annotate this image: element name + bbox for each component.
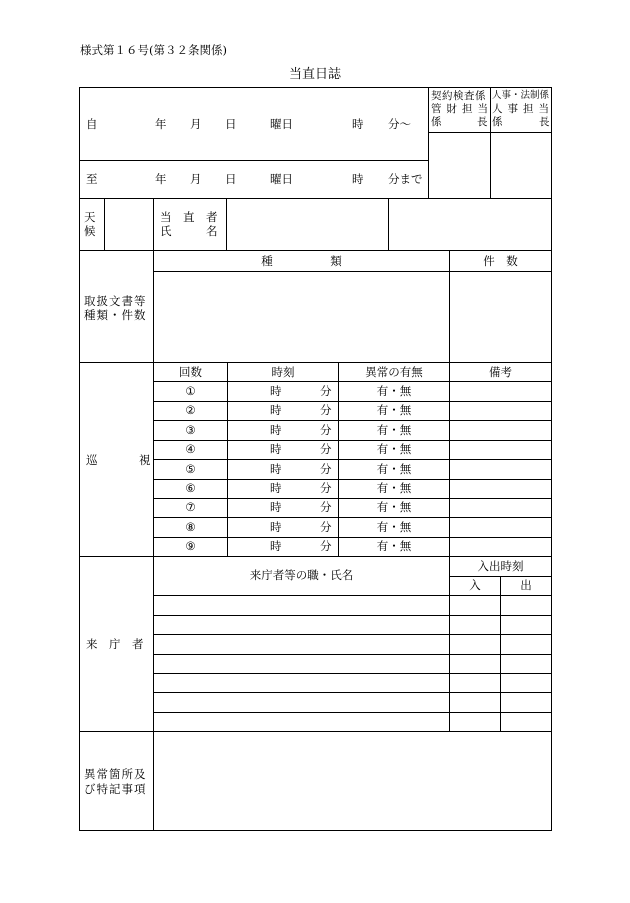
patrol-round: ① bbox=[185, 384, 196, 398]
duty-person-label-line2: 氏 名 bbox=[160, 224, 218, 238]
patrol-col-time: 時刻 bbox=[271, 365, 295, 379]
to-weekday-unit: 曜日 bbox=[270, 172, 293, 186]
to-minute-unit: 分まで bbox=[388, 172, 423, 186]
patrol-status: 有・無 bbox=[376, 481, 412, 495]
patrol-status: 有・無 bbox=[376, 423, 412, 437]
patrol-hour-unit: 時 bbox=[270, 403, 282, 417]
visitors-col-time: 入出時刻 bbox=[477, 559, 524, 573]
patrol-hour-unit: 時 bbox=[270, 442, 282, 456]
form-number: 様式第１６号(第３２条関係) bbox=[80, 43, 227, 57]
visitors-col-name: 来庁者等の職・氏名 bbox=[249, 568, 354, 582]
patrol-hour-unit: 時 bbox=[270, 500, 282, 514]
patrol-status: 有・無 bbox=[376, 539, 412, 553]
patrol-status: 有・無 bbox=[376, 384, 412, 398]
patrol-minute-unit: 分 bbox=[320, 423, 332, 437]
patrol-minute-unit: 分 bbox=[320, 403, 332, 417]
stamp-contract-line3b: 長 bbox=[477, 116, 488, 128]
patrol-minute-unit: 分 bbox=[320, 539, 332, 553]
stamp-personnel-line3b: 長 bbox=[539, 116, 550, 128]
patrol-status: 有・無 bbox=[376, 520, 412, 534]
documents-label-line2: 種類・件数 bbox=[84, 308, 147, 322]
patrol-col-round: 回数 bbox=[179, 365, 202, 379]
patrol-col-remarks: 備考 bbox=[489, 365, 512, 379]
patrol-hour-unit: 時 bbox=[270, 384, 282, 398]
patrol-label-a: 巡 bbox=[86, 453, 98, 467]
visitors-col-in: 入 bbox=[469, 578, 481, 592]
patrol-status: 有・無 bbox=[376, 500, 412, 514]
from-label: 自 bbox=[86, 117, 98, 131]
patrol-minute-unit: 分 bbox=[320, 481, 332, 495]
stamp-contract-line2: 管財担当 bbox=[431, 103, 493, 115]
notes-label-line1: 異常箇所及 bbox=[84, 767, 147, 781]
documents-col-count: 件 数 bbox=[483, 254, 518, 268]
stamp-personnel-line3a: 係 bbox=[492, 116, 503, 128]
from-month-unit: 月 bbox=[190, 117, 202, 131]
documents-label-line1: 取扱文書等 bbox=[84, 294, 147, 308]
stamp-personnel-line1: 人事・法制係 bbox=[492, 90, 550, 101]
to-month-unit: 月 bbox=[190, 172, 202, 186]
from-year-unit: 年 bbox=[155, 117, 167, 131]
patrol-minute-unit: 分 bbox=[320, 520, 332, 534]
to-label: 至 bbox=[86, 172, 98, 186]
to-day-unit: 日 bbox=[225, 172, 237, 186]
stamp-personnel-line2: 人事担当 bbox=[492, 103, 554, 115]
patrol-round: ③ bbox=[185, 423, 196, 437]
patrol-round: ⑤ bbox=[185, 462, 196, 476]
patrol-round: ⑨ bbox=[185, 539, 196, 553]
to-hour-unit: 時 bbox=[352, 172, 364, 186]
patrol-col-status: 異常の有無 bbox=[365, 365, 423, 379]
from-hour-unit: 時 bbox=[352, 117, 364, 131]
patrol-minute-unit: 分 bbox=[320, 500, 332, 514]
from-minute-unit: 分〜 bbox=[388, 117, 411, 131]
visitors-col-out: 出 bbox=[520, 578, 532, 592]
patrol-hour-unit: 時 bbox=[270, 520, 282, 534]
patrol-hour-unit: 時 bbox=[270, 539, 282, 553]
from-day-unit: 日 bbox=[225, 117, 237, 131]
patrol-round: ⑦ bbox=[185, 500, 196, 514]
page-title: 当直日誌 bbox=[288, 67, 341, 82]
duty-person-label-line1: 当 直 者 bbox=[160, 210, 218, 224]
patrol-round: ④ bbox=[185, 442, 196, 456]
weather-label-line2: 候 bbox=[84, 224, 96, 238]
documents-col-type: 種 類 bbox=[261, 254, 342, 268]
patrol-minute-unit: 分 bbox=[320, 442, 332, 456]
patrol-round: ⑧ bbox=[185, 520, 196, 534]
patrol-minute-unit: 分 bbox=[320, 462, 332, 476]
weather-label-line1: 天 bbox=[84, 210, 96, 224]
patrol-hour-unit: 時 bbox=[270, 462, 282, 476]
patrol-minute-unit: 分 bbox=[320, 384, 332, 398]
visitors-label: 来 庁 者 bbox=[86, 637, 144, 651]
from-weekday-unit: 曜日 bbox=[270, 117, 293, 131]
stamp-contract-line3a: 係 bbox=[431, 116, 442, 128]
patrol-status: 有・無 bbox=[376, 462, 412, 476]
notes-label-line2: び特記事項 bbox=[84, 782, 147, 796]
stamp-contract-line1: 契約検査係 bbox=[431, 90, 486, 102]
patrol-status: 有・無 bbox=[376, 442, 412, 456]
patrol-hour-unit: 時 bbox=[270, 423, 282, 437]
patrol-hour-unit: 時 bbox=[270, 481, 282, 495]
patrol-round: ⑥ bbox=[185, 481, 196, 495]
patrol-label-b: 視 bbox=[139, 453, 151, 467]
to-year-unit: 年 bbox=[155, 172, 167, 186]
patrol-round: ② bbox=[185, 403, 196, 417]
patrol-status: 有・無 bbox=[376, 403, 412, 417]
